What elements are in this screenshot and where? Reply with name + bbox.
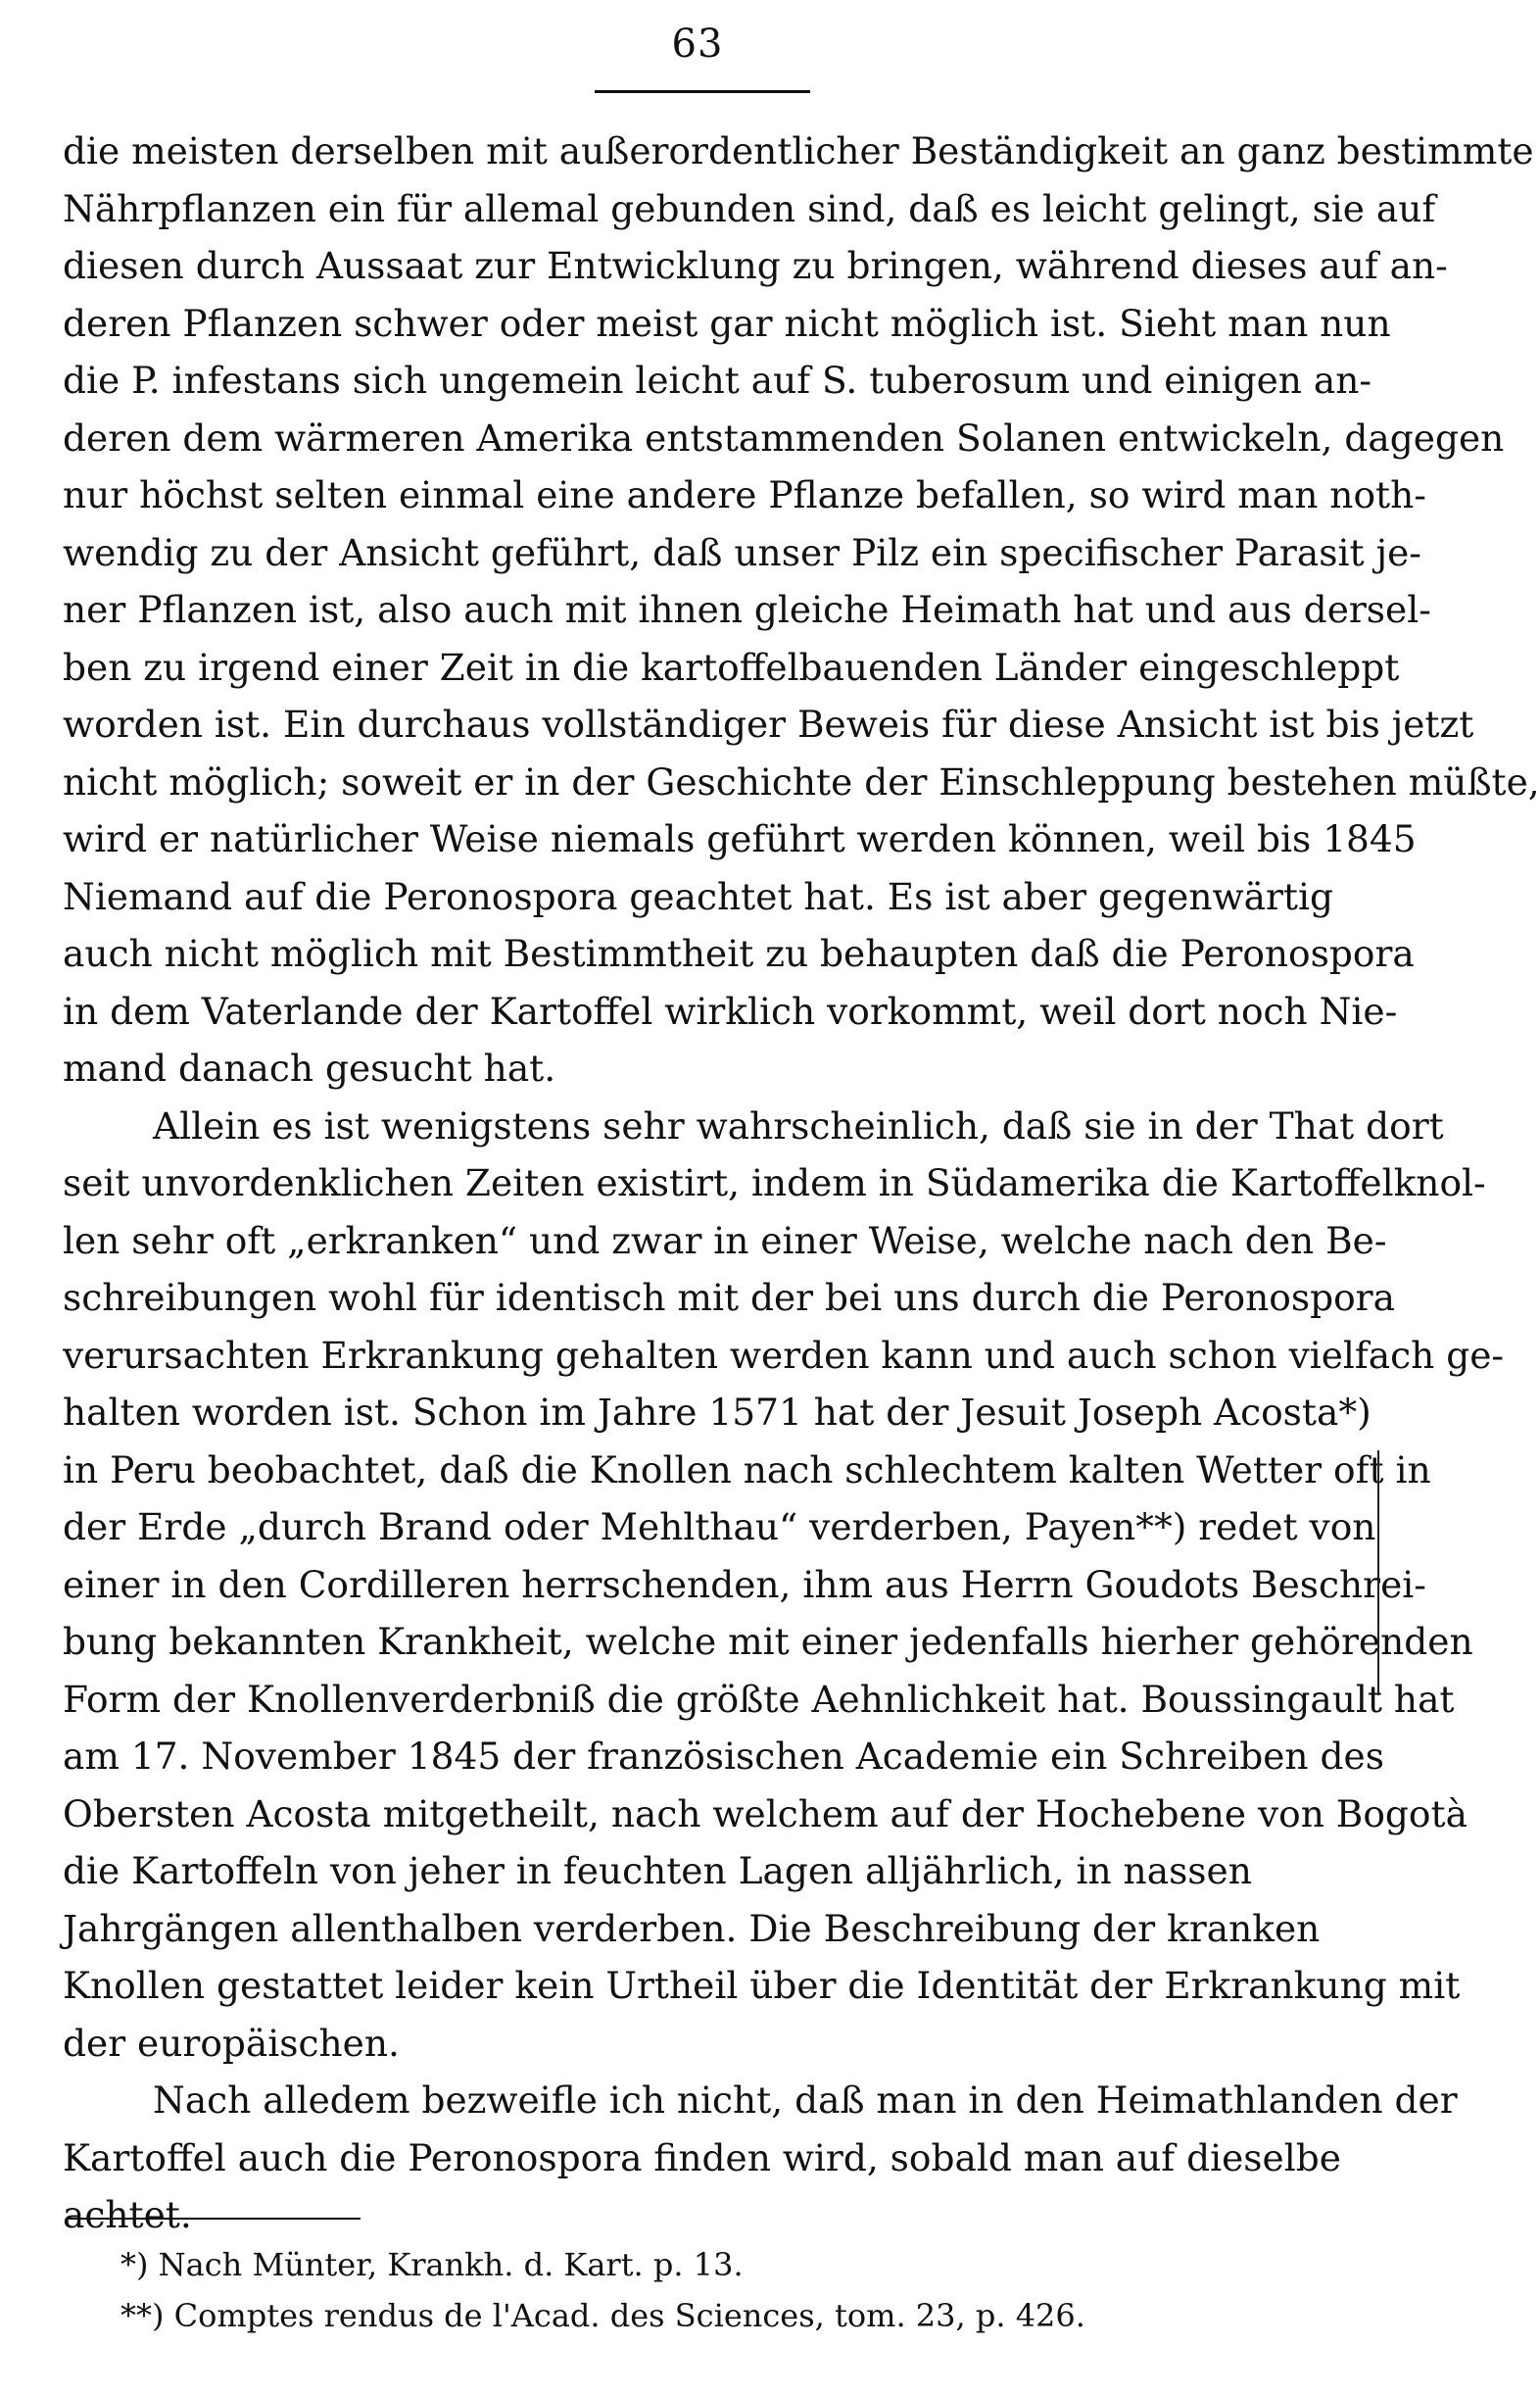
text-line: achtet.: [63, 2193, 192, 2236]
text-line: bung bekannten Krankheit, welche mit einer jedenfalls hierher gehörenden: [63, 1620, 1473, 1663]
footnote-2: **) Comptes rendus de l'Acad. des Sciences, tom. 23, p. 426.: [120, 2297, 1085, 2334]
text-line: der Erde „durch Brand oder Mehlthau“ verderben, Payen**) redet von: [63, 1505, 1376, 1548]
paragraph-2: [63, 1098, 1505, 2073]
text-line: Nährpflanzen ein für allemal gebunden sind, daß es leicht gelingt, sie auf: [63, 186, 1436, 230]
text-line: Form der Knollenverderbniß die größte Aehnlichkeit hat. Boussingault hat: [63, 1677, 1455, 1721]
text-line: schreibungen wohl für identisch mit der bei uns durch die Peronospora: [63, 1276, 1395, 1319]
text-line: Niemand auf die Peronospora geachtet hat. Es ist aber gegenwärtig: [63, 874, 1333, 918]
page-number: 63: [671, 22, 724, 67]
text-line: deren dem wärmeren Amerika entstammenden Solanen entwickeln, dagegen: [63, 415, 1505, 460]
text-line: ner Pflanzen ist, also auch mit ihnen gleiche Heimath hat und aus dersel-: [63, 588, 1431, 631]
text-line: Nach alledem bezweifle ich nicht, daß man in den Heimathlanden der: [153, 2078, 1458, 2122]
text-line: die Kartoffeln von jeher in feuchten Lagen alljährlich, in nassen: [63, 1849, 1252, 1892]
body-text: [63, 122, 1540, 2244]
footnote-rule: [67, 2218, 361, 2220]
footnotes: [120, 2239, 1247, 2341]
text-line: mand danach gesucht hat.: [63, 1047, 556, 1090]
text-line: verursachten Erkrankung gehalten werden kann und auch schon vielfach ge-: [63, 1333, 1505, 1377]
text-line: am 17. November 1845 der französischen Academie ein Schreiben des: [63, 1735, 1384, 1778]
text-line: Knollen gestattet leider kein Urtheil über die Identität der Erkrankung mit: [63, 1964, 1461, 2007]
text-line: der europäischen.: [63, 2021, 400, 2065]
text-line: worden ist. Ein durchaus vollständiger Beweis für diese Ansicht ist bis jetzt: [63, 703, 1474, 746]
text-line: Kartoffel auch die Peronospora finden wird, sobald man auf dieselbe: [63, 2135, 1341, 2179]
text-line: nicht möglich; soweit er in der Geschichte der Einschleppung bestehen müßte,: [63, 759, 1540, 804]
text-line: die P. infestans sich ungemein leicht auf S. tuberosum und einigen an-: [63, 359, 1372, 402]
text-line: einer in den Cordilleren herrschenden, ihm aus Herrn Goudots Beschrei-: [63, 1562, 1426, 1606]
text-line: halten worden ist. Schon im Jahre 1571 hat der Jesuit Joseph Acosta*): [63, 1391, 1372, 1434]
text-line: in dem Vaterlande der Kartoffel wirklich vorkommt, weil dort noch Nie-: [63, 989, 1398, 1033]
text-line: auch nicht möglich mit Bestimmtheit zu behaupten daß die Peronospora: [63, 932, 1415, 975]
text-line: Obersten Acosta mitgetheilt, nach welchem auf der Hochebene von Bogotà: [63, 1791, 1468, 1835]
text-line: ben zu irgend einer Zeit in die kartoffelbauenden Länder eingeschleppt: [63, 645, 1400, 689]
text-line: Jahrgängen allenthalben verderben. Die Beschreibung der kranken: [63, 1906, 1321, 1950]
text-line: deren Pflanzen schwer oder meist gar nicht möglich ist. Sieht man nun: [63, 301, 1391, 345]
text-line: wird er natürlicher Weise niemals geführt werden können, weil bis 1845: [63, 817, 1417, 860]
text-line: wendig zu der Ansicht geführt, daß unser Pilz ein specifischer Parasit je-: [63, 530, 1421, 574]
text-line: Allein es ist wenigstens sehr wahrscheinlich, daß sie in der That dort: [153, 1103, 1444, 1148]
header-rule: [595, 90, 810, 93]
text-line: nur höchst selten einmal eine andere Pflanze befallen, so wird man noth-: [63, 473, 1426, 516]
footnote-1: *) Nach Münter, Krankh. d. Kart. p. 13.: [120, 2246, 744, 2283]
text-line: seit unvordenklichen Zeiten existirt, indem in Südamerika die Kartoffelknol-: [63, 1161, 1486, 1204]
text-line: die meisten derselben mit außerordentlicher Beständigkeit an ganz bestimmte: [63, 129, 1534, 172]
paragraph-1: [63, 122, 1540, 1098]
margin-mark: [1377, 1450, 1379, 1695]
text-line: len sehr oft „erkranken“ und zwar in einer Weise, welche nach den Be-: [63, 1218, 1387, 1262]
text-line: diesen durch Aussaat zur Entwicklung zu bringen, während dieses auf an-: [63, 244, 1448, 287]
text-line: in Peru beobachtet, daß die Knollen nach schlechtem kalten Wetter oft in: [63, 1447, 1431, 1491]
